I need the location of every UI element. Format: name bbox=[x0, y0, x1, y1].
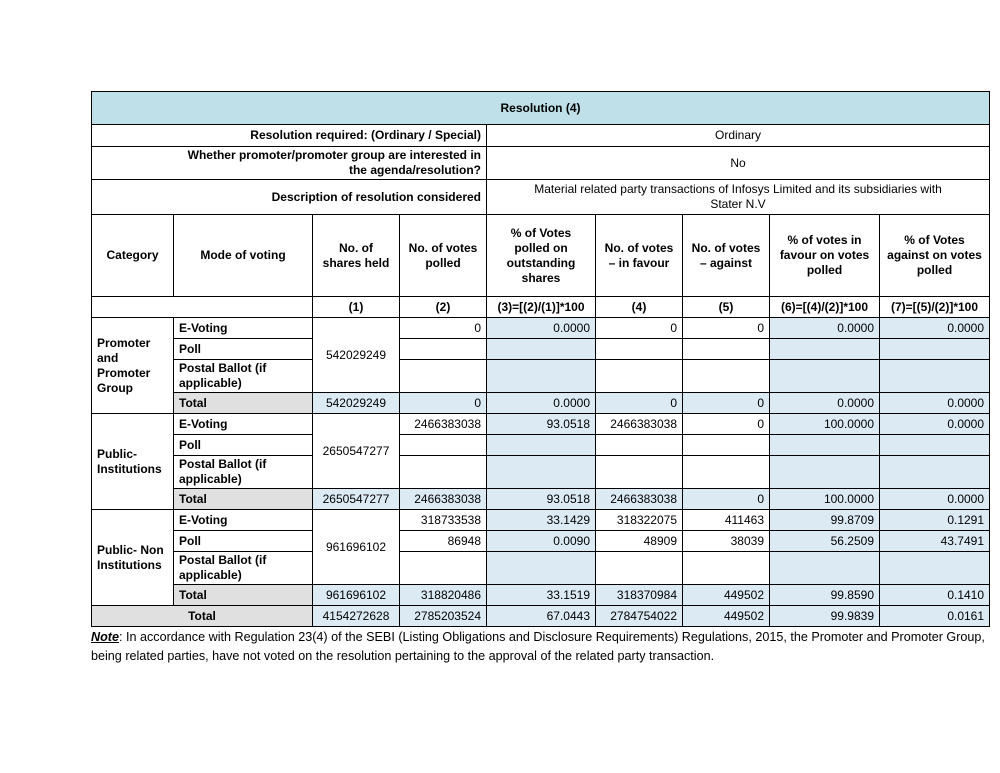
table-row bbox=[92, 318, 990, 339]
value-cell: 449502 bbox=[683, 606, 770, 627]
value-cell: 0 bbox=[683, 318, 770, 339]
value-cell bbox=[770, 360, 880, 393]
resolution-section bbox=[91, 91, 989, 666]
column-header-pct-polled: % of Votes polled on outstanding shares bbox=[487, 215, 596, 297]
mode-cell: Postal Ballot (if applicable) bbox=[174, 456, 313, 489]
mode-cell: Total bbox=[174, 489, 313, 510]
value-cell bbox=[487, 435, 596, 456]
value-cell bbox=[596, 360, 683, 393]
value-cell: 0.0000 bbox=[880, 318, 990, 339]
value-cell bbox=[400, 339, 487, 360]
value-cell: 0 bbox=[596, 318, 683, 339]
value-cell: 449502 bbox=[683, 585, 770, 606]
mode-cell: Postal Ballot (if applicable) bbox=[174, 360, 313, 393]
value-cell bbox=[683, 339, 770, 360]
promoter-interest-value: No bbox=[487, 147, 990, 180]
shares-cell: 2650547277 bbox=[313, 414, 400, 489]
value-cell: 56.2509 bbox=[770, 531, 880, 552]
value-cell: 0.0000 bbox=[880, 393, 990, 414]
mode-cell: E-Voting bbox=[174, 414, 313, 435]
value-cell: 0.0000 bbox=[487, 318, 596, 339]
value-cell bbox=[880, 360, 990, 393]
value-cell: 0.0000 bbox=[487, 393, 596, 414]
category-cell: Public- Institutions bbox=[92, 414, 174, 510]
value-cell: 33.1519 bbox=[487, 585, 596, 606]
table-row bbox=[92, 414, 990, 435]
value-cell bbox=[770, 552, 880, 585]
value-cell bbox=[400, 435, 487, 456]
table-row bbox=[92, 552, 990, 585]
value-cell: 0.1291 bbox=[880, 510, 990, 531]
value-cell: 318733538 bbox=[400, 510, 487, 531]
resolution-title: Resolution (4) bbox=[92, 92, 990, 125]
value-cell bbox=[596, 339, 683, 360]
value-cell bbox=[400, 552, 487, 585]
category-cell: Promoter and Promoter Group bbox=[92, 318, 174, 414]
column-header-pct-against: % of Votes against on votes polled bbox=[880, 215, 990, 297]
column-header-category: Category bbox=[92, 215, 174, 297]
mode-cell: E-Voting bbox=[174, 510, 313, 531]
value-cell: 0 bbox=[683, 393, 770, 414]
mode-cell: E-Voting bbox=[174, 318, 313, 339]
formula-row bbox=[92, 297, 990, 318]
value-cell bbox=[770, 456, 880, 489]
value-cell bbox=[596, 435, 683, 456]
formula-cell: (3)=[(2)/(1)]*100 bbox=[487, 297, 596, 318]
value-cell: 2466383038 bbox=[596, 489, 683, 510]
value-cell bbox=[487, 360, 596, 393]
value-cell: 0.1410 bbox=[880, 585, 990, 606]
value-cell: 99.8590 bbox=[770, 585, 880, 606]
table-row bbox=[92, 435, 990, 456]
value-cell bbox=[487, 552, 596, 585]
value-cell: 0.0000 bbox=[770, 318, 880, 339]
total-row bbox=[92, 393, 990, 414]
value-cell bbox=[683, 456, 770, 489]
table-row bbox=[92, 456, 990, 489]
value-cell bbox=[596, 456, 683, 489]
resolution-type-value: Ordinary bbox=[487, 125, 990, 147]
value-cell bbox=[683, 360, 770, 393]
column-header-mode: Mode of voting bbox=[174, 215, 313, 297]
value-cell: 0.0161 bbox=[880, 606, 990, 627]
column-header-against: No. of votes – against bbox=[683, 215, 770, 297]
value-cell: 318820486 bbox=[400, 585, 487, 606]
mode-cell: Poll bbox=[174, 339, 313, 360]
value-cell bbox=[880, 339, 990, 360]
mode-cell: Poll bbox=[174, 531, 313, 552]
column-header-favour: No. of votes – in favour bbox=[596, 215, 683, 297]
value-cell: 2466383038 bbox=[400, 414, 487, 435]
formula-cell: (1) bbox=[313, 297, 400, 318]
mode-cell: Poll bbox=[174, 435, 313, 456]
formula-blank bbox=[92, 297, 313, 318]
value-cell bbox=[487, 339, 596, 360]
mode-cell: Total bbox=[174, 585, 313, 606]
value-cell: 2466383038 bbox=[400, 489, 487, 510]
shares-cell: 961696102 bbox=[313, 510, 400, 585]
table-row bbox=[92, 339, 990, 360]
value-cell bbox=[400, 360, 487, 393]
value-cell: 100.0000 bbox=[770, 489, 880, 510]
resolution-type-label: Resolution required: (Ordinary / Special) bbox=[92, 125, 487, 147]
value-cell: 2785203524 bbox=[400, 606, 487, 627]
value-cell bbox=[880, 435, 990, 456]
description-label: Description of resolution considered bbox=[92, 180, 487, 215]
value-cell: 2466383038 bbox=[596, 414, 683, 435]
promoter-interest-label: Whether promoter/promoter group are interested in the agenda/resolution? bbox=[92, 147, 487, 180]
column-header-shares: No. of shares held bbox=[313, 215, 400, 297]
column-header-row bbox=[92, 215, 990, 297]
formula-cell: (4) bbox=[596, 297, 683, 318]
table-row bbox=[92, 510, 990, 531]
value-cell bbox=[770, 435, 880, 456]
formula-cell: (2) bbox=[400, 297, 487, 318]
value-cell: 33.1429 bbox=[487, 510, 596, 531]
value-cell: 961696102 bbox=[313, 585, 400, 606]
column-header-pct-favour: % of votes in favour on votes polled bbox=[770, 215, 880, 297]
table-row bbox=[92, 360, 990, 393]
value-cell: 48909 bbox=[596, 531, 683, 552]
value-cell: 0 bbox=[683, 414, 770, 435]
resolution-table bbox=[91, 91, 990, 627]
value-cell: 0.0000 bbox=[880, 414, 990, 435]
footnote-text: : In accordance with Regulation 23(4) of the SEBI (Listing Obligations and Disclosure Requirements) Regulations, 2015, the Promoter and Promoter Group, being related parties, have not voted on the resolution pertaining to the approval of the related party transaction. bbox=[91, 630, 985, 663]
value-cell: 0.0090 bbox=[487, 531, 596, 552]
value-cell bbox=[487, 456, 596, 489]
value-cell: 86948 bbox=[400, 531, 487, 552]
value-cell: 2784754022 bbox=[596, 606, 683, 627]
value-cell: 0 bbox=[400, 318, 487, 339]
description-value: Material related party transactions of Infosys Limited and its subsidiaries with Stater N.V bbox=[487, 180, 990, 215]
value-cell bbox=[400, 456, 487, 489]
value-cell bbox=[683, 552, 770, 585]
value-cell bbox=[683, 435, 770, 456]
grand-total-row bbox=[92, 606, 990, 627]
formula-cell: (5) bbox=[683, 297, 770, 318]
shares-cell: 542029249 bbox=[313, 318, 400, 393]
value-cell: 99.8709 bbox=[770, 510, 880, 531]
column-header-polled: No. of votes polled bbox=[400, 215, 487, 297]
formula-cell: (6)=[(4)/(2)]*100 bbox=[770, 297, 880, 318]
formula-cell: (7)=[(5)/(2)]*100 bbox=[880, 297, 990, 318]
mode-cell: Postal Ballot (if applicable) bbox=[174, 552, 313, 585]
footnote-label: Note bbox=[91, 630, 119, 644]
value-cell: 318370984 bbox=[596, 585, 683, 606]
grand-total-label: Total bbox=[92, 606, 313, 627]
table-row bbox=[92, 531, 990, 552]
value-cell: 411463 bbox=[683, 510, 770, 531]
mode-cell: Total bbox=[174, 393, 313, 414]
value-cell: 542029249 bbox=[313, 393, 400, 414]
value-cell: 38039 bbox=[683, 531, 770, 552]
category-cell: Public- Non Institutions bbox=[92, 510, 174, 606]
value-cell bbox=[770, 339, 880, 360]
value-cell bbox=[880, 456, 990, 489]
value-cell: 4154272628 bbox=[313, 606, 400, 627]
value-cell: 0.0000 bbox=[770, 393, 880, 414]
value-cell: 93.0518 bbox=[487, 489, 596, 510]
value-cell: 2650547277 bbox=[313, 489, 400, 510]
value-cell: 93.0518 bbox=[487, 414, 596, 435]
value-cell: 43.7491 bbox=[880, 531, 990, 552]
value-cell: 100.0000 bbox=[770, 414, 880, 435]
value-cell: 0 bbox=[596, 393, 683, 414]
footnote bbox=[91, 628, 989, 666]
total-row bbox=[92, 489, 990, 510]
value-cell: 0 bbox=[683, 489, 770, 510]
value-cell: 99.9839 bbox=[770, 606, 880, 627]
value-cell: 67.0443 bbox=[487, 606, 596, 627]
total-row bbox=[92, 585, 990, 606]
value-cell: 318322075 bbox=[596, 510, 683, 531]
value-cell bbox=[880, 552, 990, 585]
value-cell bbox=[596, 552, 683, 585]
value-cell: 0 bbox=[400, 393, 487, 414]
value-cell: 0.0000 bbox=[880, 489, 990, 510]
